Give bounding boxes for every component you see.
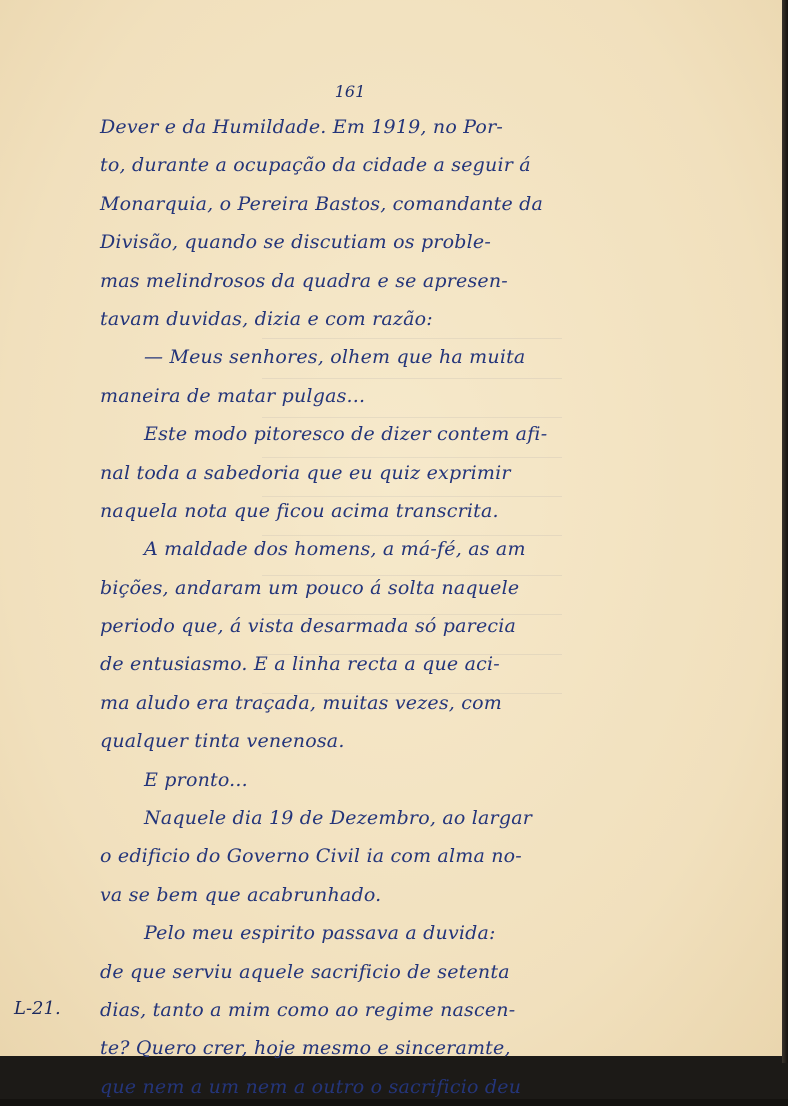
- manuscript-line: Divisão, quando se discutiam os proble-: [100, 231, 491, 254]
- manuscript-line: A maldade dos homens, a má-fé, as am: [144, 538, 526, 561]
- manuscript-line: Monarquia, o Pereira Bastos, comandante da: [100, 192, 544, 215]
- manuscript-line: Este modo pitoresco de dizer contem afi-: [144, 423, 548, 446]
- manuscript-line: periodo que, á vista desarmada só parecia: [100, 615, 517, 638]
- manuscript-line: Dever e da Humildade. Em 1919, no Por-: [100, 116, 503, 138]
- manuscript-line: va se bem que acabrunhado.: [100, 883, 382, 906]
- manuscript-line: Naquele dia 19 de Dezembro, ao largar: [144, 807, 533, 830]
- manuscript-line: to, durante a ocupação da cidade a seguir á: [100, 154, 531, 177]
- manuscript-line: qualquer tinta venenosa.: [100, 730, 345, 753]
- page-edge-right: [782, 0, 788, 1063]
- manuscript-line: E pronto...: [144, 768, 248, 791]
- manuscript-line: que nem a um nem a outro o sacrificio deu: [100, 1075, 522, 1098]
- manuscript-line: naquela nota que ficou acima transcrita.: [100, 499, 499, 522]
- manuscript-line: mas melindrosos da quadra e se apresen-: [100, 269, 508, 292]
- manuscript-line: Pelo meu espirito passava a duvida:: [144, 922, 496, 945]
- manuscript-line: dias, tanto a mim como ao regime nascen-: [100, 998, 516, 1021]
- manuscript-line: — Meus senhores, olhem que ha muita: [144, 346, 526, 369]
- manuscript-line: tavam duvidas, dizia e com razão:: [100, 307, 433, 330]
- manuscript-line: bições, andaram um pouco á solta naquele: [100, 576, 520, 599]
- manuscript-line: de que serviu aquele sacrificio de setenta: [100, 960, 510, 983]
- manuscript-line: maneira de matar pulgas...: [100, 384, 366, 407]
- archive-mark: L-21.: [14, 998, 61, 1019]
- manuscript-line: nal toda a sabedoria que eu quiz exprimir: [100, 461, 511, 484]
- handwritten-text-block: [100, 108, 612, 1106]
- manuscript-line: ma aludo era traçada, muitas vezes, com: [100, 691, 502, 714]
- page-number: 161: [334, 82, 366, 101]
- manuscript-line: o edificio do Governo Civil ia com alma no-: [100, 845, 522, 868]
- page-edge-bottom: [0, 1099, 788, 1106]
- manuscript-line: te? Quero crer, hoje mesmo e sinceramte,: [100, 1037, 511, 1060]
- manuscript-line: de entusiasmo. E a linha recta a que aci-: [100, 653, 500, 676]
